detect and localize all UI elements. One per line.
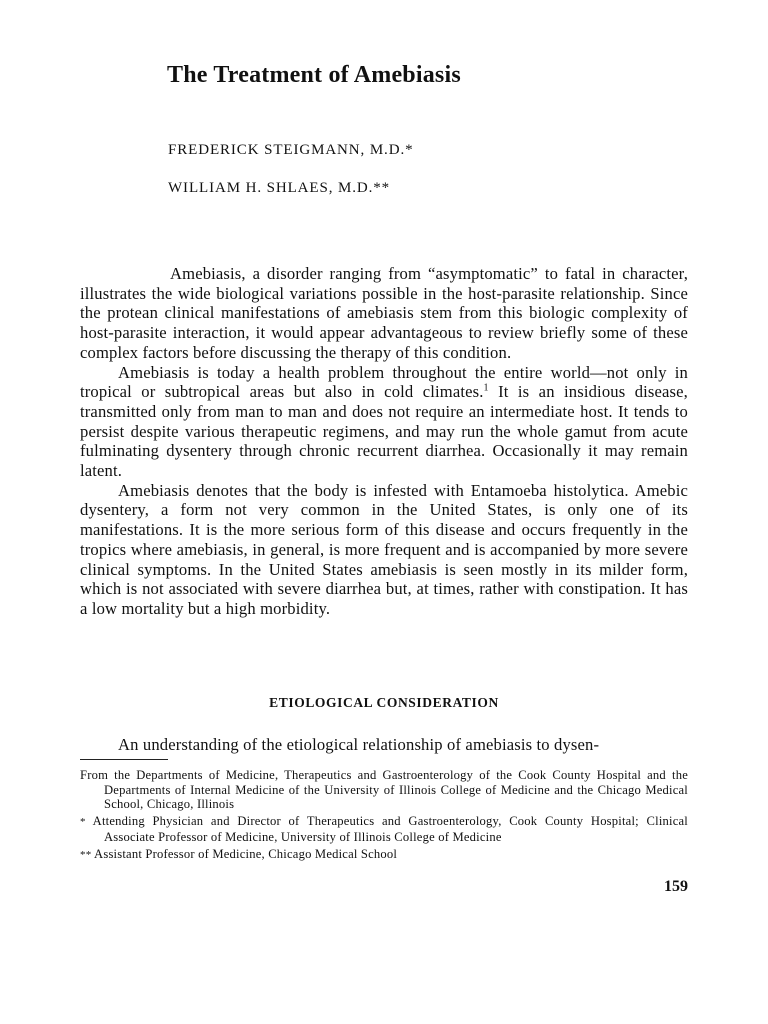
footnote-2-mark: ** (80, 848, 92, 861)
paragraph-2 (80, 363, 688, 481)
footnote-2 (80, 847, 688, 863)
article-title: The Treatment of Amebiasis (167, 62, 461, 88)
author-1: FREDERICK STEIGMANN, M.D.* (168, 142, 414, 158)
page-number: 159 (664, 878, 688, 895)
footnote-2-text: Assistant Professor of Medicine, Chicago Medical School (91, 846, 398, 861)
paragraph-2-text-b: It is an insidious disease, transmitted only from man to man and does not require an intermediate host. It tends to persist despite various therapeutic regimens, and may run the whole gamut from acute fulminating dysentery through chronic recurrent diarrhea. Occasionally it may remain latent. (80, 382, 688, 481)
footnote-affiliation: From the Departments of Medicine, Therapeutics and Gastroenterology of the Cook County Hospital and the Departments of Internal Medicine of the University of Illinois College of Medicine and the Chicago Medical School, Chicago, Illinois (80, 768, 688, 812)
author-2: WILLIAM H. SHLAES, M.D.** (168, 180, 391, 196)
section-heading: ETIOLOGICAL CONSIDERATION (269, 695, 499, 710)
article-body (80, 264, 688, 619)
paragraph-1: Amebiasis, a disorder ranging from “asymptomatic” to fatal in character, illustrates the wide biological variations possible in the host-parasite relationship. Since the protean clinical manifestations of amebiasis stem from this biologic complexity of host-parasite interaction, it would appear advantageous to review briefly some of these complex factors before discussing the therapy of this condition. (80, 264, 688, 362)
section-first-line: An understanding of the etiological relationship of amebiasis to dysen- (118, 735, 600, 754)
footnote-1-text: Attending Physician and Director of Therapeutics and Gastroenterology, Cook County Hospital; Clinical Associate Professor of Medicine, University of Illinois College of Medicine (85, 814, 688, 844)
footnote-1-mark: * (80, 816, 86, 829)
reference-marker: 1 (483, 382, 489, 394)
footnote-1 (80, 814, 688, 844)
paragraph-3: Amebiasis denotes that the body is infested with Entamoeba histolytica. Amebic dysentery, a form not very common in the United States, is only one of its manifestations. It is the more serious form of this disease and occurs frequently in the tropics where amebiasis, in general, is more frequent and is accompanied by more severe clinical symptoms. In the United States amebiasis is seen mostly in its milder form, which is not associated with severe diarrhea but, at times, rather with constipation. It has a low mortality but a high morbidity. (80, 480, 688, 618)
paragraph-2-text-a: Amebiasis is today a health problem throughout the entire world—not only in tropical or subtropical areas but also in cold climates. (80, 362, 688, 402)
footnotes (80, 768, 688, 864)
footnote-divider (80, 759, 168, 760)
